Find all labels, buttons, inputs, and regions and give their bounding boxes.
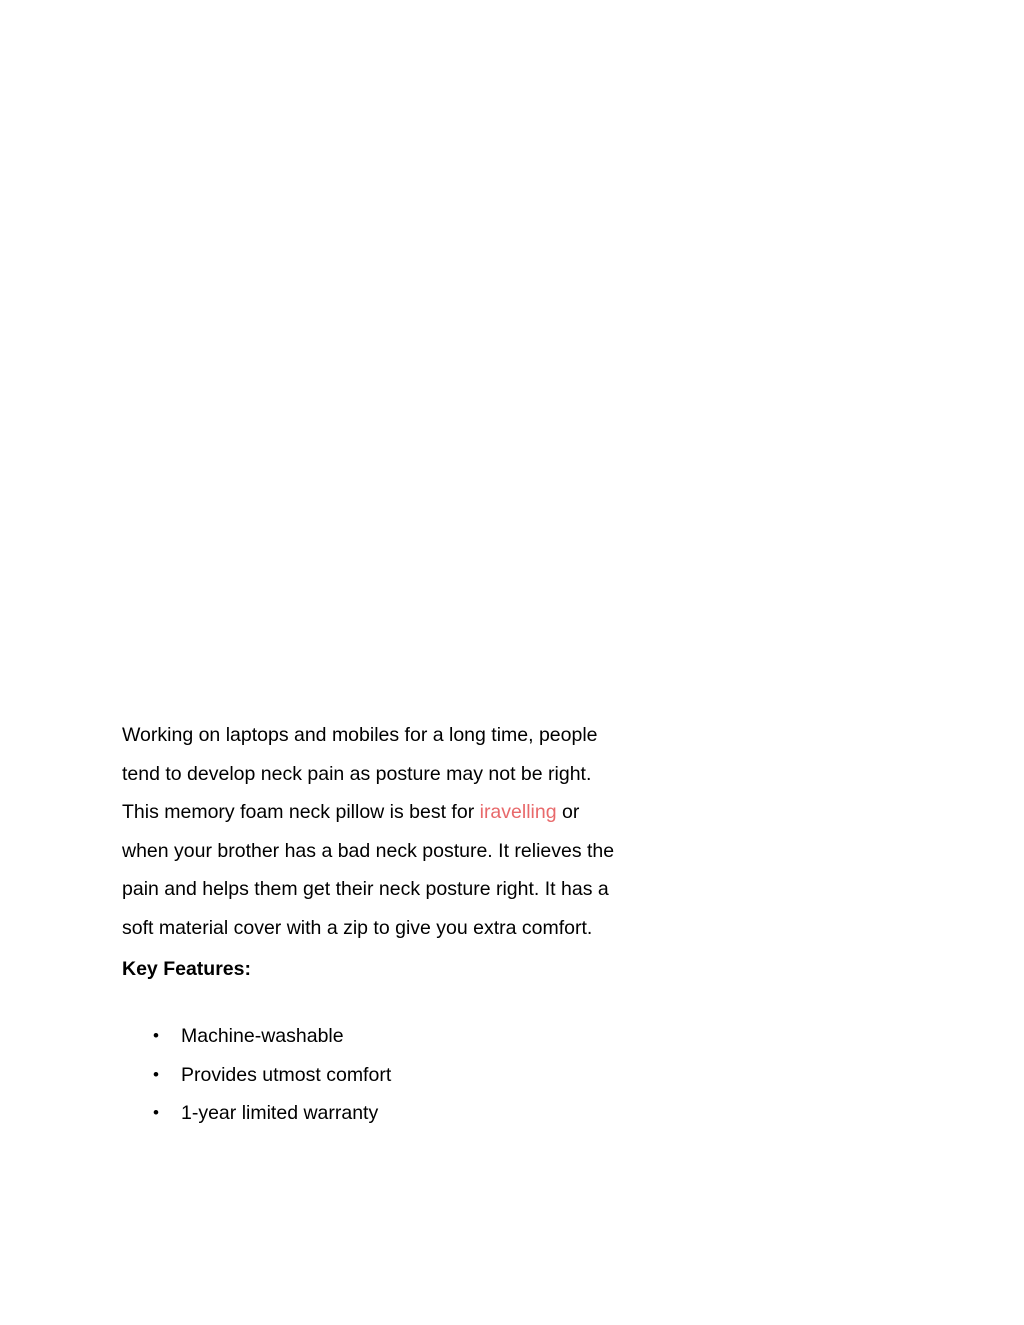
list-item (122, 1094, 391, 1133)
travelling-link[interactable]: iravelling (479, 801, 557, 823)
bullet-icon: • (153, 1026, 159, 1045)
paragraph-line-2: tend to develop neck pain as posture may not be right. (122, 762, 592, 785)
feature-label: Machine-washable (181, 1025, 344, 1047)
paragraph-line-3 (122, 793, 662, 832)
feature-label: Provides utmost comfort (181, 1063, 392, 1086)
feature-label: 1-year limited warranty (181, 1102, 379, 1124)
paragraph-line-3-tail: or (556, 801, 580, 823)
list-item (122, 1017, 391, 1056)
paragraph-line-3-text: This memory foam neck pillow is best for (122, 801, 480, 823)
bullet-icon: • (153, 1103, 159, 1122)
bullet-icon: • (153, 1064, 159, 1084)
key-features-heading: Key Features: (122, 958, 251, 980)
paragraph-line-1: Working on laptops and mobiles for a long time, people (122, 724, 598, 746)
list-item (122, 1056, 391, 1095)
features-list (122, 1017, 391, 1133)
paragraph-line-6: soft material cover with a zip to give you extra comfort. (122, 916, 593, 939)
paragraph-line-5: pain and helps them get their neck posture right. It has a (122, 878, 609, 900)
paragraph-line-4: when your brother has a bad neck posture. It relieves the (122, 839, 615, 862)
description-paragraph (122, 716, 662, 947)
